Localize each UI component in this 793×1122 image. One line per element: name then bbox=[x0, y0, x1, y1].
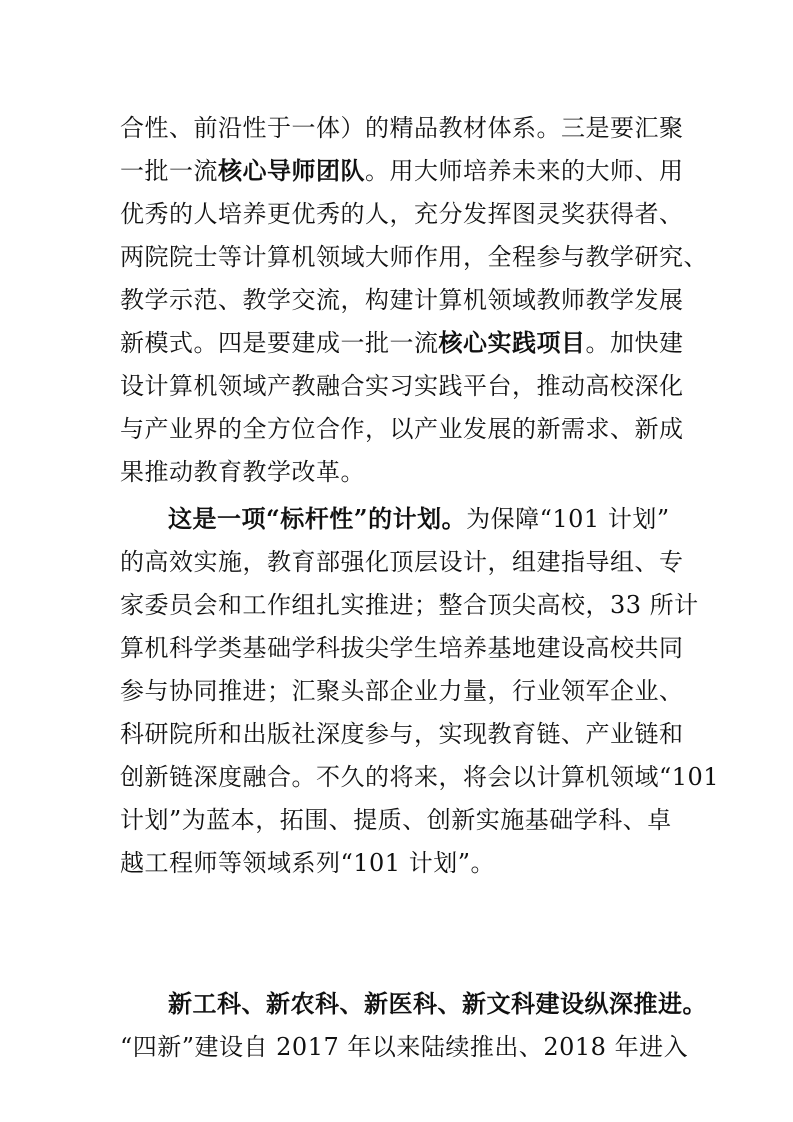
text-line: 设计算机领域产教融合实习实践平台，推动高校深化 bbox=[120, 372, 684, 400]
emphasis-benchmark-plan: 这是一项“标杆性”的计划。 bbox=[168, 504, 467, 533]
text-line: 教学示范、教学交流，构建计算机领域教师教学发展 bbox=[120, 286, 684, 314]
text-line-bold: 新工科、新农科、新医科、新文科建设纵深推进。 bbox=[168, 989, 707, 1018]
text-run: 为保障“101 计划” bbox=[466, 505, 670, 533]
text-line: 参与协同推进；汇聚头部企业力量，行业领军企业、 bbox=[120, 677, 684, 705]
text-line: 的高效实施，教育部强化顶层设计，组建指导组、专 bbox=[120, 548, 684, 576]
text-line bbox=[120, 321, 684, 365]
text-line: 科研院所和出版社深度参与，实现教育链、产业链和 bbox=[120, 720, 684, 748]
emphasis-core-mentor-team: 核心导师团队 bbox=[218, 157, 365, 185]
text-line: 优秀的人培养更优秀的人，充分发挥图灵奖获得者、 bbox=[120, 200, 684, 228]
text-line: 果推动教育教学改革。 bbox=[120, 458, 365, 486]
text-line: 计划”为蓝本，拓围、提质、创新实施基础学科、卓 bbox=[120, 806, 672, 834]
text-line: 越工程师等领域系列“101 计划”。 bbox=[120, 849, 495, 877]
text-line: 与产业界的全方位合作，以产业发展的新需求、新成 bbox=[120, 415, 684, 443]
text-run: 。加快建 bbox=[585, 329, 684, 357]
text-line: 两院院士等计算机领域大师作用，全程参与教学研究、 bbox=[120, 243, 708, 271]
text-run: 一批一流 bbox=[120, 157, 218, 185]
text-run: 新模式。四是要建成一批一流 bbox=[120, 329, 439, 357]
text-line: “四新”建设自 2017 年以来陆续推出、2018 年进入 bbox=[120, 1033, 689, 1061]
text-line: 创新链深度融合。不久的将来，将会以计算机领域“101 bbox=[120, 763, 720, 791]
text-line: 合性、前沿性于一体）的精品教材体系。三是要汇聚 bbox=[120, 114, 684, 142]
text-run: 。用大师培养未来的大师、用 bbox=[365, 157, 684, 185]
text-line bbox=[120, 149, 684, 193]
text-line bbox=[168, 497, 670, 541]
text-line: 家委员会和工作组扎实推进；整合顶尖高校，33 所计 bbox=[120, 591, 699, 619]
text-line: 算机科学类基础学科拔尖学生培养基地建设高校共同 bbox=[120, 634, 684, 662]
emphasis-core-practice-projects: 核心实践项目 bbox=[438, 329, 586, 357]
